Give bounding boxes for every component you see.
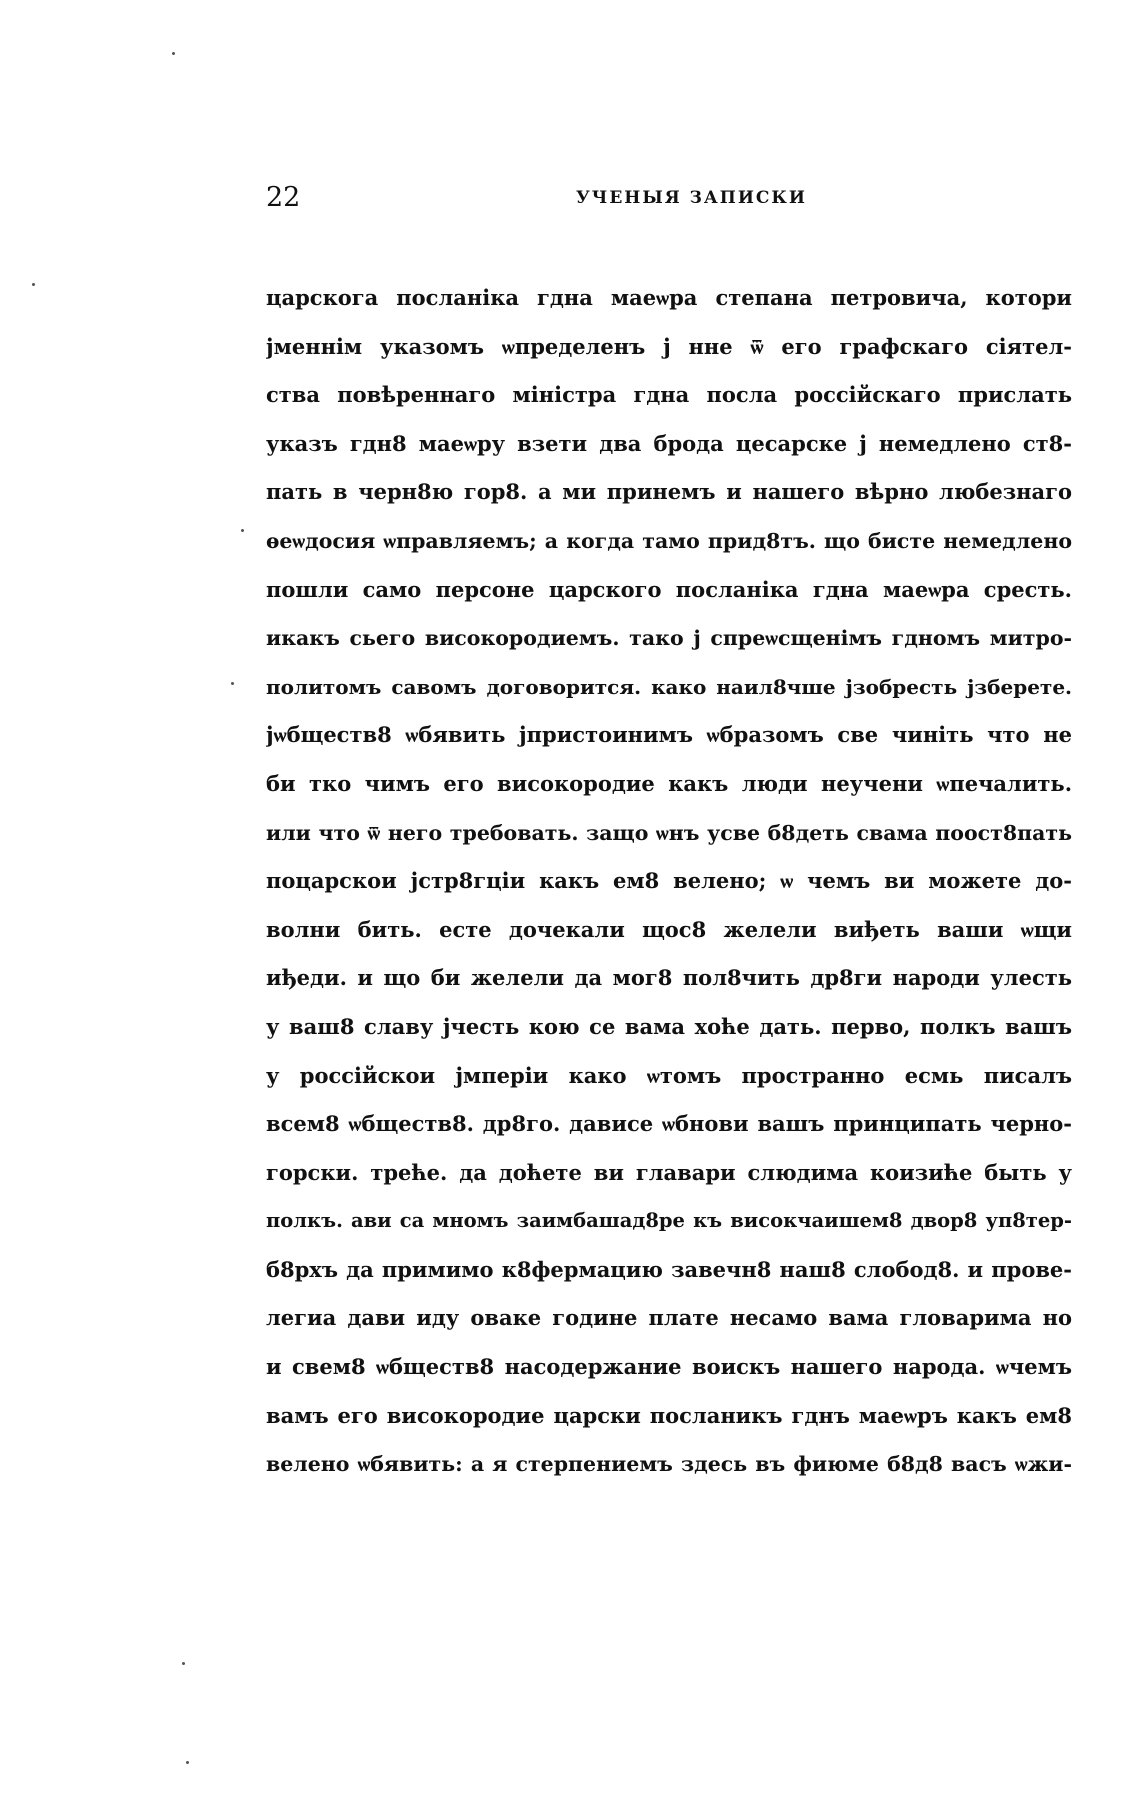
text-line: и свем8 ѡбществ8 насодержание воискъ нашего народа. ѡчемъ	[266, 1354, 1072, 1380]
text-line: пать в черн8ю гор8. а ми принемъ и нашего вѣрно любезнаго	[266, 479, 1072, 505]
text-line: ѳеѡдосия ѡправляемъ; а когда тамо прид8тъ. що бисте немедлено	[266, 528, 1072, 553]
text-line: поцарскои јстр8гціи какъ ем8 велено; ѡ чемъ ви можете до-	[266, 868, 1072, 894]
scan-speck	[186, 1761, 189, 1764]
text-line: царскога посланіка гдна маеѡра степана петровича, котори	[266, 285, 1072, 310]
text-line: или что ѿ него требовать. защо ѡнъ усве б8деть свама поост8пать	[266, 820, 1072, 845]
text-line: велено ѡбявить: а я стерпениемъ здесь въ фиюме б8д8 васъ ѡжи-	[266, 1452, 1072, 1477]
scan-speck	[32, 283, 35, 286]
text-line: волни бить. есте дочекали щос8 желели виђеть ваши ѡщи	[266, 916, 1072, 942]
text-line: иђеди. и що би желели да мог8 пол8чить др8ги народи улесть	[266, 965, 1072, 991]
scan-speck	[182, 1662, 185, 1665]
scan-speck	[231, 682, 234, 685]
page-number: 22	[266, 182, 301, 213]
text-line: ства повѣреннаго міністра гдна посла россійскаго прислать	[266, 382, 1072, 408]
text-line: у ваш8 славу јчесть кою се вама хоће дать. перво, полкъ вашъ	[266, 1013, 1072, 1039]
text-line: икакъ сьего високородиемъ. тако ј спреѡсщенімъ гдномъ митро-	[266, 626, 1072, 651]
scan-speck	[172, 52, 175, 55]
text-line: легиа дави иду оваке године плате несамо вама гловарима но	[266, 1305, 1072, 1331]
text-line: јѡбществ8 ѡбявить јпристоинимъ ѡбразомъ све чиніть что не	[266, 722, 1072, 748]
text-line: вамъ его високородие царски посланикъ гднъ маеѡръ какъ ем8	[266, 1402, 1072, 1428]
text-line: указъ гдн8 маеѡру взети два брода цесарске ј немедлено ст8-	[266, 430, 1072, 456]
body-text	[266, 274, 1072, 1489]
text-line: полкъ. ави са мномъ заимбашад8ре къ високчаишем8 двор8 уп8тер-	[266, 1209, 1072, 1233]
text-line: б8рхъ да примимо к8фермацию завечн8 наш8 слобод8. и прове-	[266, 1256, 1072, 1282]
text-line: би тко чимъ его високородие какъ люди неучени ѡпечалить.	[266, 770, 1072, 796]
header-title: УЧЕНЫЯ ЗАПИСКИ	[576, 188, 807, 208]
text-line: у россійскои јмперіи како ѡтомъ пространно есмь писалъ	[266, 1062, 1072, 1088]
running-head	[266, 182, 1072, 222]
text-line: јменнім указомъ ѡпределенъ ј нне ѿ его графскаго сіятел-	[266, 333, 1072, 359]
text-line: политомъ савомъ договорится. како наил8чше јзобресть јзберете.	[266, 674, 1072, 699]
text-line: пошли само персоне царского посланіка гдна маеѡра сресть.	[266, 576, 1072, 602]
text-line: всем8 ѡбществ8. др8го. дависе ѡбнови вашъ принципать черно-	[266, 1111, 1072, 1137]
scan-speck	[241, 529, 244, 532]
text-line: горски. треће. да доћете ви главари слюдима коизиће быть у	[266, 1159, 1072, 1185]
